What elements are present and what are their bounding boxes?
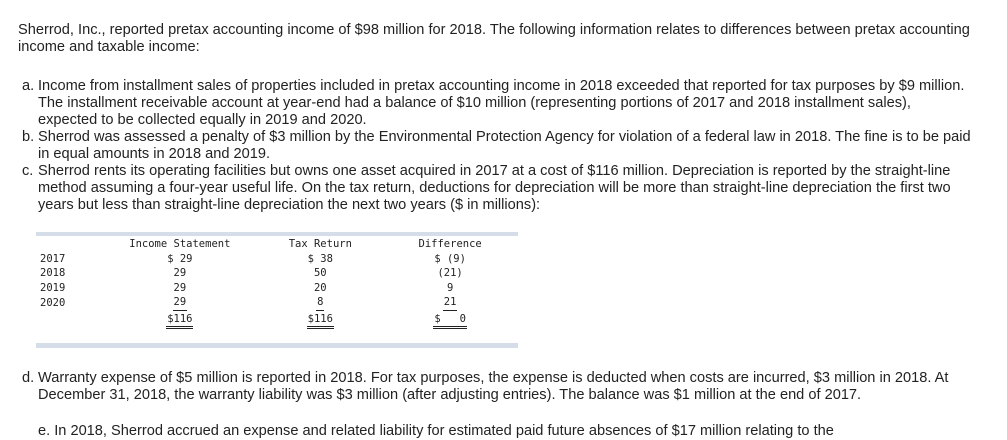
cell-tax-return	[258, 295, 382, 311]
cell-income-statement	[101, 295, 258, 311]
item-c-label: c.	[22, 163, 34, 179]
depreciation-table-block	[36, 232, 518, 348]
table-bottom-rule	[36, 343, 518, 348]
cell-year	[36, 311, 101, 330]
table-header-row	[36, 237, 518, 252]
intro-paragraph: Sherrod, Inc., reported pretax accounting income of $98 million for 2018. The following information relates to differences between pretax accounting income and taxable income:	[18, 22, 970, 55]
item-a-label: a.	[22, 78, 35, 94]
header-difference: Difference	[418, 238, 482, 250]
item-b-label: b.	[22, 129, 35, 145]
cell-income-statement: 29	[173, 267, 187, 279]
total-income-statement	[101, 311, 258, 330]
double-underlined-value: $ 0	[433, 312, 467, 330]
cell-tax-return: $ 38	[307, 252, 333, 265]
cell-difference: $ (9)	[434, 252, 466, 265]
depreciation-table	[36, 237, 518, 329]
underlined-value: 8	[316, 295, 324, 311]
item-b-text: Sherrod was assessed a penalty of $3 million by the Environmental Protection Agency for violation of a federal law in 2018. The fine is to be paid in equal amounts in 2018 and 2019.	[38, 129, 971, 162]
item-d-text: Warranty expense of $5 million is reported in 2018. For tax purposes, the expense is deducted when costs are incurred, $3 million in 2018. At December 31, 2018, the warranty liability was $3 million (after adjusting entries). The balance was $1 million at the end of 2017.	[38, 370, 949, 403]
cell-difference: (21)	[437, 267, 463, 279]
item-b	[22, 129, 972, 163]
table-row	[36, 295, 518, 311]
item-d	[22, 370, 988, 404]
items-list	[22, 78, 972, 214]
header-income-statement: Income Statement	[129, 238, 231, 250]
total-difference	[382, 311, 518, 330]
item-a	[22, 78, 972, 129]
cell-difference: 9	[446, 281, 454, 294]
cell-year: 2018	[40, 267, 66, 279]
cell-difference	[382, 295, 518, 311]
table-row	[36, 252, 518, 267]
table-total-row	[36, 311, 518, 330]
header-year	[36, 237, 101, 252]
double-underlined-value: $116	[307, 312, 334, 330]
double-underlined-value: $116	[166, 312, 193, 330]
table-row	[36, 281, 518, 296]
item-d-label: d.	[22, 370, 35, 386]
cell-year: 2017	[40, 252, 66, 265]
underlined-value: 29	[173, 295, 188, 311]
cell-year: 2020	[40, 296, 66, 309]
header-tax-return: Tax Return	[288, 238, 352, 250]
item-a-text: Income from installment sales of properties included in pretax accounting income in 2018 exceeded that reported for tax purposes by $9 million. The installment receivable account at year-end had a balance of $10 million (representing portions of 2017 and 2018 installment sales), expected to be collected equally in 2019 and 2020.	[38, 78, 965, 128]
item-c-text: Sherrod rents its operating facilities but owns one asset acquired in 2017 at a cost of $116 million. Depreciation is reported by the straight-line method assuming a four-year useful life. On the tax return, deductions for depreciation will be more than straight-line depreciation the first two years but less than straight-line depreciation the next two years ($ in millions):	[38, 163, 951, 213]
cell-year: 2019	[40, 281, 66, 294]
underlined-value: 21	[443, 295, 458, 311]
cell-income-statement: $ 29	[167, 252, 193, 265]
table-top-rule	[36, 232, 518, 236]
cell-tax-return: 50	[313, 267, 327, 279]
item-c	[22, 163, 972, 214]
cutoff-text-line: e. In 2018, Sherrod accrued an expense and related liability for estimated paid future absences of $17 million relating to the	[38, 423, 834, 439]
table-row	[36, 266, 518, 281]
cell-income-statement: 29	[173, 281, 187, 294]
total-tax-return	[258, 311, 382, 330]
cell-tax-return: 20	[313, 281, 327, 294]
